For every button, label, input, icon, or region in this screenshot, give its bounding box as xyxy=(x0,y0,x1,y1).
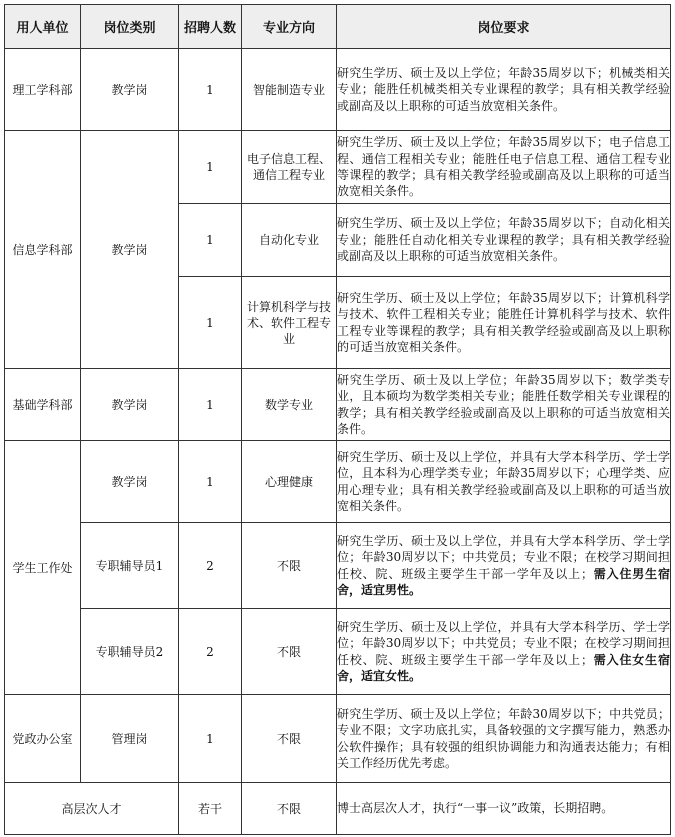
count-cell: 1 xyxy=(179,369,242,441)
category-cell: 教学岗 xyxy=(81,131,179,369)
major-cell: 不限 xyxy=(242,523,337,609)
requirement-cell xyxy=(337,609,671,695)
major-cell: 不限 xyxy=(242,695,337,783)
category-cell: 教学岗 xyxy=(81,441,179,523)
major-cell: 不限 xyxy=(242,783,337,835)
table-row xyxy=(5,49,671,131)
requirement-text: 研究生学历、硕士及以上学位，并具有大学本科学历、学士学位；年龄30周岁以下；中共党员；专业不限；在校学习期间担任校、院、班级主要学生干部一学年及以上； xyxy=(337,619,670,667)
requirement-note: 需入住女生宿舍，适宜女性。 xyxy=(337,652,670,683)
category-cell: 专职辅导员1 xyxy=(81,523,179,609)
category-cell: 管理岗 xyxy=(81,695,179,783)
header-category: 岗位类别 xyxy=(81,5,179,49)
count-cell: 1 xyxy=(179,204,242,277)
requirement-cell: 研究生学历、硕士及以上学位；年龄35周岁以下；数学类专业，且本硕均为数学类相关专业；能胜任数学相关专业课程的教学；具有相关教学经验或副高及以上职称的可适当放宽相关条件。 xyxy=(337,369,671,441)
table-header-row xyxy=(5,5,671,49)
header-unit: 用人单位 xyxy=(5,5,81,49)
requirement-cell: 研究生学历、硕士及以上学位，并具有大学本科学历、学士学位，且本科为心理学类专业；年龄35周岁以下；心理学类、应用心理专业；具有相关教学经验或副高及以上职称的可适当放宽相关条件。 xyxy=(337,441,671,523)
table-row xyxy=(5,369,671,441)
major-cell: 计算机科学与技术、软件工程专业 xyxy=(242,277,337,369)
unit-cell: 学生工作处 xyxy=(5,441,81,695)
requirement-cell: 博士高层次人才，执行“一事一议”政策，长期招聘。 xyxy=(337,783,671,835)
major-cell: 智能制造专业 xyxy=(242,49,337,131)
major-cell: 心理健康 xyxy=(242,441,337,523)
recruitment-table xyxy=(4,4,671,835)
major-cell: 自动化专业 xyxy=(242,204,337,277)
category-cell: 教学岗 xyxy=(81,369,179,441)
count-cell: 2 xyxy=(179,609,242,695)
table-row xyxy=(5,695,671,783)
count-cell: 1 xyxy=(179,277,242,369)
major-cell: 不限 xyxy=(242,609,337,695)
table-row xyxy=(5,523,671,609)
unit-cell: 基础学科部 xyxy=(5,369,81,441)
requirement-cell: 研究生学历、硕士及以上学位；年龄35周岁以下；自动化相关专业；能胜任自动化相关专业课程的教学；具有相关教学经验或副高及以上职称的可适当放宽相关条件。 xyxy=(337,204,671,277)
unit-cell: 高层次人才 xyxy=(5,783,179,835)
category-cell: 教学岗 xyxy=(81,49,179,131)
table-row xyxy=(5,609,671,695)
category-cell: 专职辅导员2 xyxy=(81,609,179,695)
count-cell: 2 xyxy=(179,523,242,609)
unit-cell: 理工学科部 xyxy=(5,49,81,131)
major-cell: 电子信息工程、通信工程专业 xyxy=(242,131,337,204)
count-cell: 1 xyxy=(179,695,242,783)
major-cell: 数学专业 xyxy=(242,369,337,441)
header-count: 招聘人数 xyxy=(179,5,242,49)
table-row xyxy=(5,441,671,523)
table-row xyxy=(5,131,671,204)
count-cell: 若干 xyxy=(179,783,242,835)
count-cell: 1 xyxy=(179,49,242,131)
requirement-note: 需入住男生宿舍，适宜男性。 xyxy=(337,566,670,597)
header-requirement: 岗位要求 xyxy=(337,5,671,49)
unit-cell: 党政办公室 xyxy=(5,695,81,783)
requirement-text: 研究生学历、硕士及以上学位，并具有大学本科学历、学士学位；年龄30周岁以下；中共党员；专业不限；在校学习期间担任校、院、班级主要学生干部一学年及以上； xyxy=(337,533,670,581)
requirement-cell: 研究生学历、硕士及以上学位；年龄35周岁以下；计算机科学与技术、软件工程相关专业；能胜任计算机科学与技术、软件工程专业等课程的教学；具有相关教学经验或副高及以上职称的可适当放宽相关条件。 xyxy=(337,277,671,369)
requirement-cell: 研究生学历、硕士及以上学位；年龄35周岁以下；电子信息工程、通信工程相关专业；能胜任电子信息工程、通信工程专业等课程的教学；具有相关教学经验或副高及以上职称的可适当放宽相关条件。 xyxy=(337,131,671,204)
table-row xyxy=(5,783,671,835)
header-major: 专业方向 xyxy=(242,5,337,49)
unit-cell: 信息学科部 xyxy=(5,131,81,369)
requirement-cell xyxy=(337,523,671,609)
requirement-cell: 研究生学历、硕士及以上学位；年龄30周岁以下；中共党员；专业不限；文字功底扎实，具备较强的文字撰写能力，熟悉办公软件操作；具有较强的组织协调能力和沟通表达能力；有相关工作经历优先考虑。 xyxy=(337,695,671,783)
count-cell: 1 xyxy=(179,131,242,204)
requirement-cell: 研究生学历、硕士及以上学位；年龄35周岁以下；机械类相关专业；能胜任机械类相关专业课程的教学；具有相关教学经验或副高及以上职称的可适当放宽相关条件。 xyxy=(337,49,671,131)
count-cell: 1 xyxy=(179,441,242,523)
